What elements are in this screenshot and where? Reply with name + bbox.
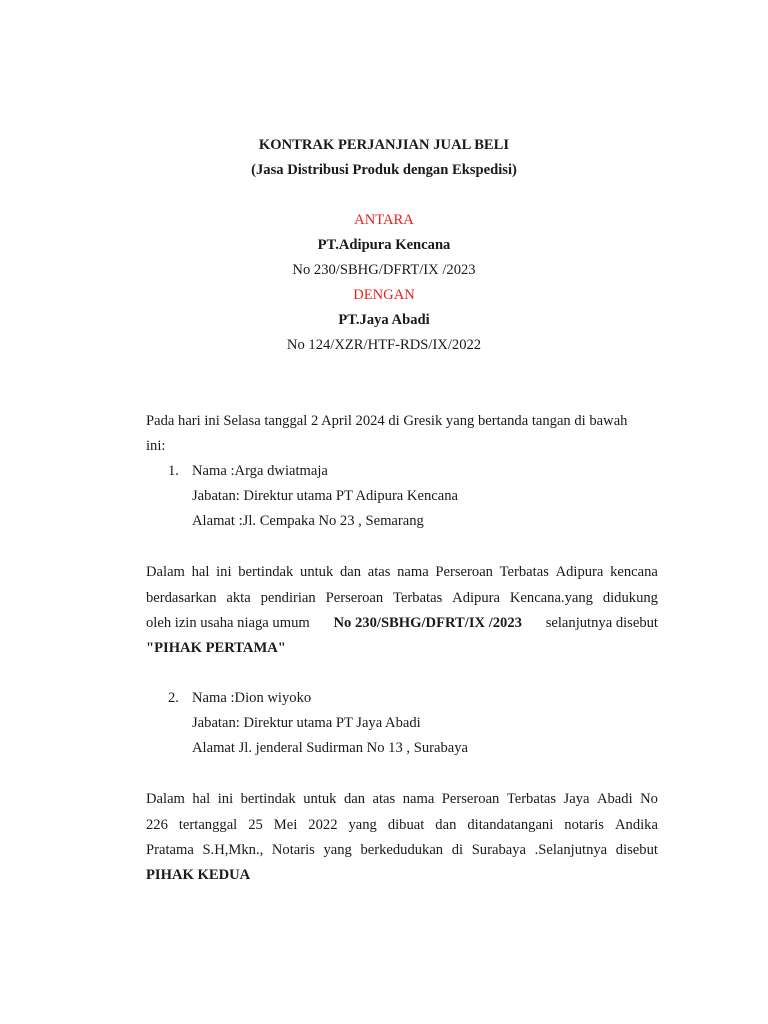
item1-jabatan: Jabatan: Direktur utama PT Adipura Kencana [192,488,458,504]
document-subtitle: (Jasa Distribusi Produk dengan Ekspedisi) [251,162,517,178]
party2-name: PT.Jaya Abadi [338,312,430,328]
para2-line-1 [146,791,658,808]
intro-line-1: Pada hari ini Selasa tanggal 2 April 2024 di Gresik yang bertanda tangan di bawah [146,413,628,429]
list-number-1: 1. [168,463,179,479]
dengan-label: DENGAN [353,287,415,303]
party1-name: PT.Adipura Kencana [317,237,451,253]
para1-line-2-text: berdasarkan akta pendirian Perseroan Terbatas Adipura Kencana.yang didukung [146,590,658,606]
para1-line-1 [146,564,658,581]
pihak-kedua-label: PIHAK KEDUA [146,867,251,883]
party1-number: No 230/SBHG/DFRT/IX /2023 [292,262,476,278]
pihak-pertama-label: "PIHAK PERTAMA" [146,640,286,656]
document-title: KONTRAK PERJANJIAN JUAL BELI [258,137,510,153]
antara-label: ANTARA [354,212,414,228]
para1-line-2 [146,590,658,607]
para2-line-2 [146,817,658,834]
item2-alamat: Alamat Jl. jenderal Sudirman No 13 , Surabaya [192,740,468,756]
para1-line-1-text: Dalam hal ini bertindak untuk dan atas nama Perseroan Terbatas Adipura kencana [146,564,658,580]
item1-alamat: Alamat :Jl. Cempaka No 23 , Semarang [192,513,424,529]
para2-line-1-text: Dalam hal ini bertindak untuk dan atas nama Perseroan Terbatas Jaya Abadi No [146,791,658,807]
para2-line-2-text: 226 tertanggal 25 Mei 2022 yang dibuat dan ditandatangani notaris Andika [146,817,658,833]
para1-line-3-pre: oleh izin usaha niaga umum [146,615,314,631]
intro-line-2: ini: [146,438,166,454]
party2-number: No 124/XZR/HTF-RDS/IX/2022 [286,337,482,353]
item2-jabatan: Jabatan: Direktur utama PT Jaya Abadi [192,715,421,731]
para1-document-number: No 230/SBHG/DFRT/IX /2023 [333,615,522,631]
item1-nama: Nama :Arga dwiatmaja [192,463,328,479]
para2-line-3-text: Pratama S.H,Mkn., Notaris yang berkedudukan di Surabaya .Selanjutnya disebut [146,842,658,858]
list-number-2: 2. [168,690,179,706]
para1-line-3-post: selanjutnya disebut [542,615,658,631]
para2-line-3 [146,842,658,859]
para1-line-3 [146,615,658,632]
item2-nama: Nama :Dion wiyoko [192,690,312,706]
